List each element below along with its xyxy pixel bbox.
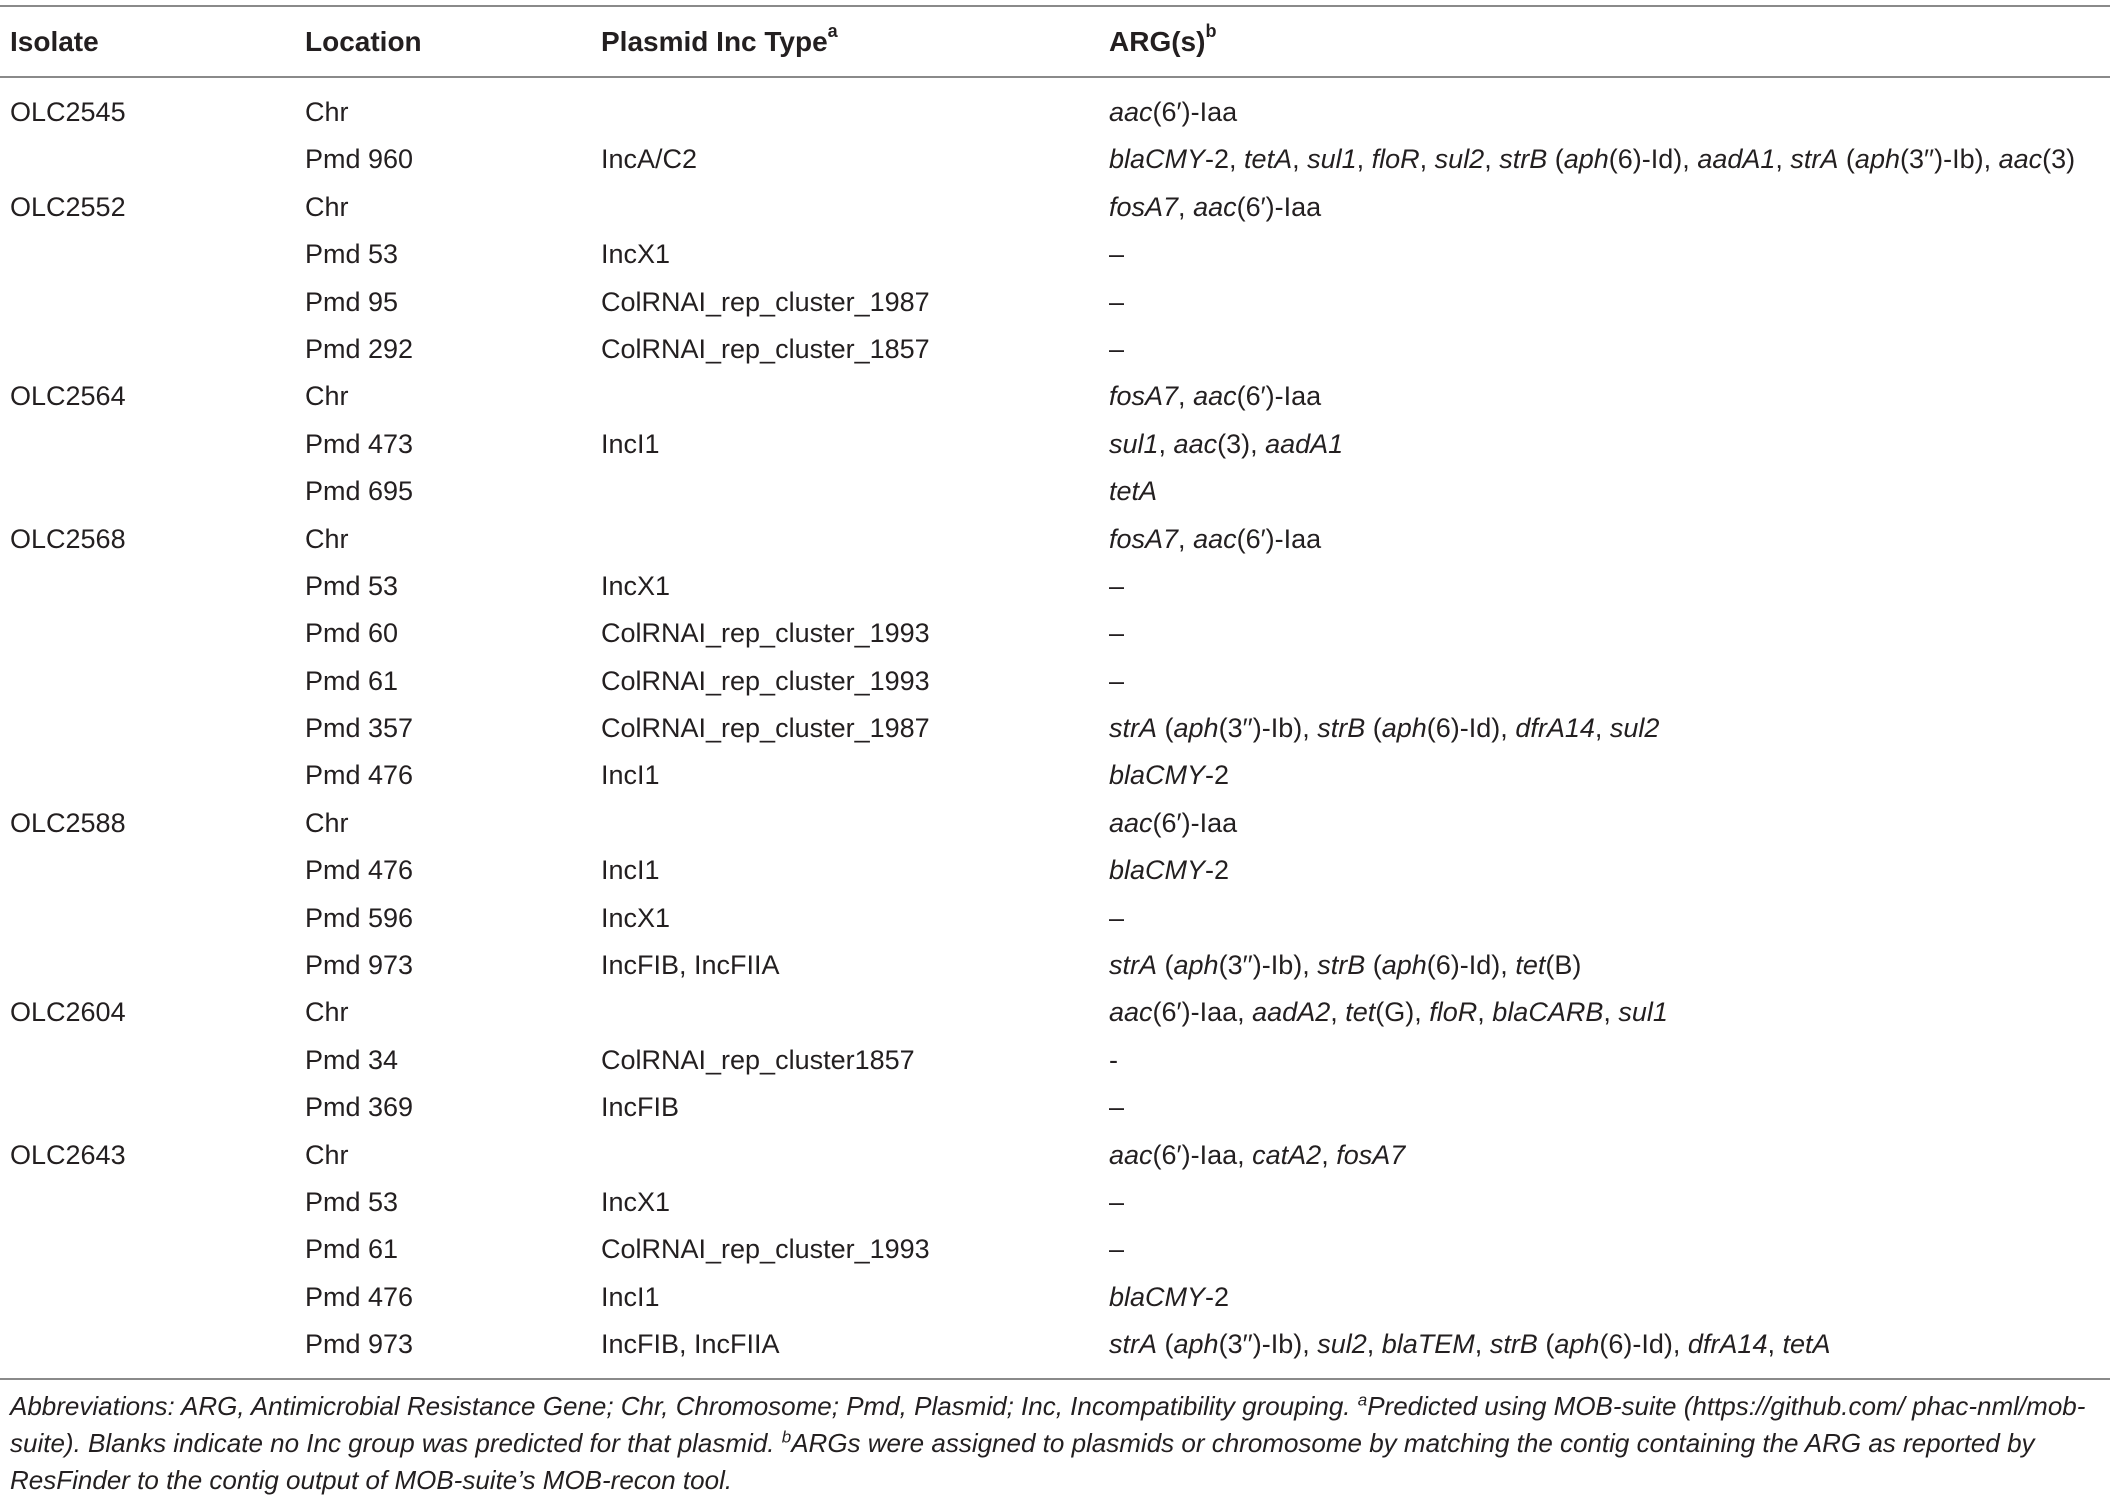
table-row xyxy=(0,232,2110,279)
table-footnote xyxy=(10,1388,2105,1499)
table-bottom-rule xyxy=(0,1378,2110,1380)
arg-text: ( xyxy=(1365,713,1382,744)
table-row xyxy=(0,611,2110,658)
cell-inc-type: ColRNAI_rep_cluster_1993 xyxy=(601,665,930,696)
table-row xyxy=(0,943,2110,990)
arg-text: (6′)-Iaa, xyxy=(1152,997,1253,1028)
arg-text: , xyxy=(1477,997,1493,1028)
arg-text: – xyxy=(1109,1234,1125,1265)
gene-name: sul2 xyxy=(1317,1329,1367,1360)
arg-text: , xyxy=(1178,381,1194,412)
cell-args xyxy=(1109,327,1124,372)
cell-location: Pmd 973 xyxy=(305,950,414,981)
gene-name: aph xyxy=(1381,950,1427,981)
gene-name: tetA xyxy=(1244,144,1293,175)
gene-name: aac xyxy=(1109,1139,1153,1170)
cell-isolate: OLC2568 xyxy=(10,523,126,554)
arg-text: (6)-Id), xyxy=(1426,950,1516,981)
table-row xyxy=(0,1038,2110,1085)
cell-args xyxy=(1109,280,1124,325)
cell-args xyxy=(1109,1133,1405,1178)
gene-name: blaCARB xyxy=(1492,997,1604,1028)
gene-name: aadA2 xyxy=(1252,997,1331,1028)
cell-isolate: OLC2588 xyxy=(10,807,126,838)
cell-location: Chr xyxy=(305,97,349,127)
table-row xyxy=(0,1322,2110,1369)
gene-name: aac xyxy=(1998,144,2043,175)
cell-inc-type: IncI1 xyxy=(601,1281,660,1312)
cell-args xyxy=(1109,1038,1118,1083)
arg-text: (3) xyxy=(2042,144,2076,175)
table-row xyxy=(0,753,2110,800)
arg-text: (6′)-Iaa, xyxy=(1152,1139,1253,1170)
cell-location: Chr xyxy=(305,1139,349,1170)
arg-text: (6)-Id), xyxy=(1599,1329,1688,1360)
gene-name: fosA7 xyxy=(1336,1139,1406,1170)
arg-text: - xyxy=(1109,1044,1118,1075)
arg-text: – xyxy=(1109,1092,1125,1123)
cell-location: Pmd 973 xyxy=(305,1329,414,1360)
table-row xyxy=(0,90,2110,137)
cell-args xyxy=(1109,564,1124,609)
gene-name: blaCMY xyxy=(1109,144,1206,175)
table-row xyxy=(0,1275,2110,1322)
cell-location: Pmd 476 xyxy=(305,760,414,791)
gene-name: fosA7 xyxy=(1109,381,1179,412)
gene-name: strB xyxy=(1489,1329,1538,1360)
cell-location: Pmd 292 xyxy=(305,333,414,364)
table-row xyxy=(0,659,2110,706)
cell-location: Chr xyxy=(305,523,349,554)
gene-name: aac xyxy=(1109,807,1153,838)
header-plasmid-inc-type xyxy=(601,20,838,64)
arg-text: , xyxy=(1366,1329,1382,1360)
cell-inc-type: IncFIB, IncFIIA xyxy=(601,950,780,981)
arg-text: (6′)-Iaa xyxy=(1236,191,1322,222)
gene-name: catA2 xyxy=(1252,1139,1322,1170)
cell-inc-type: ColRNAI_rep_cluster_1993 xyxy=(601,618,930,649)
gene-name: aac xyxy=(1109,997,1153,1028)
table-row xyxy=(0,469,2110,516)
header-args-footnote-mark: b xyxy=(1205,20,1217,41)
cell-location: Pmd 53 xyxy=(305,1186,399,1217)
gene-name: aadA1 xyxy=(1265,428,1344,459)
table-row xyxy=(0,896,2110,943)
cell-location: Pmd 596 xyxy=(305,902,414,933)
cell-inc-type: IncA/C2 xyxy=(601,144,698,175)
table-top-rule xyxy=(0,5,2110,7)
table-row xyxy=(0,706,2110,753)
gene-name: fosA7 xyxy=(1109,191,1179,222)
cell-location: Pmd 473 xyxy=(305,428,414,459)
cell-location: Chr xyxy=(305,807,349,838)
gene-name: floR xyxy=(1371,144,1420,175)
gene-name: aadA1 xyxy=(1697,144,1776,175)
gene-name: dfrA14 xyxy=(1515,713,1595,744)
gene-name: strA xyxy=(1790,144,1839,175)
cell-args xyxy=(1109,517,1321,562)
arg-text: – xyxy=(1109,618,1125,649)
cell-args xyxy=(1109,706,1659,751)
gene-name: tet xyxy=(1515,950,1546,981)
cell-location: Pmd 61 xyxy=(305,1234,399,1265)
gene-name: strA xyxy=(1109,1329,1158,1360)
arg-text: , xyxy=(1594,713,1610,744)
gene-name: aph xyxy=(1854,144,1900,175)
arg-text: (6′)-Iaa xyxy=(1236,523,1322,554)
gene-name: aph xyxy=(1563,144,1609,175)
footnote-mark-a: a xyxy=(1357,1390,1368,1410)
arg-text: , xyxy=(1292,144,1308,175)
table-row xyxy=(0,327,2110,374)
table-row xyxy=(0,848,2110,895)
arg-text: (B) xyxy=(1545,950,1582,981)
cell-inc-type: ColRNAI_rep_cluster_1993 xyxy=(601,1234,930,1265)
cell-args xyxy=(1109,611,1124,656)
gene-name: fosA7 xyxy=(1109,523,1179,554)
footnote-mark-b: b xyxy=(781,1427,792,1447)
table-row xyxy=(0,280,2110,327)
arg-text: (6′)-Iaa xyxy=(1236,381,1322,412)
gene-name: sul1 xyxy=(1307,144,1357,175)
cell-inc-type: ColRNAI_rep_cluster1857 xyxy=(601,1044,915,1075)
cell-location: Chr xyxy=(305,191,349,222)
cell-isolate: OLC2564 xyxy=(10,381,126,412)
arg-text: -2 xyxy=(1205,855,1230,886)
cell-location: Chr xyxy=(305,381,349,412)
arg-text: , xyxy=(1775,144,1791,175)
cell-location: Pmd 60 xyxy=(305,618,399,649)
table-row xyxy=(0,374,2110,421)
arg-text: , xyxy=(1178,191,1194,222)
gene-name: strB xyxy=(1499,144,1548,175)
cell-inc-type: IncFIB xyxy=(601,1092,680,1123)
table-row xyxy=(0,137,2110,184)
arg-text: (3), xyxy=(1217,428,1266,459)
gene-name: aac xyxy=(1193,381,1237,412)
cell-location: Pmd 357 xyxy=(305,713,414,744)
arg-text: , xyxy=(1474,1329,1490,1360)
arg-text: ( xyxy=(1157,950,1174,981)
gene-name: blaCMY xyxy=(1109,1281,1206,1312)
cell-isolate: OLC2552 xyxy=(10,191,126,222)
arg-text: (3′′)-Ib), xyxy=(1218,950,1318,981)
arg-text: ( xyxy=(1365,950,1382,981)
arg-text: , xyxy=(1484,144,1500,175)
table-row xyxy=(0,1085,2110,1132)
gene-name: blaCMY xyxy=(1109,855,1206,886)
gene-name: aph xyxy=(1173,1329,1219,1360)
table-row xyxy=(0,1180,2110,1227)
arg-text: – xyxy=(1109,333,1125,364)
arg-text: ( xyxy=(1157,1329,1174,1360)
table-row xyxy=(0,801,2110,848)
cell-args xyxy=(1109,232,1124,277)
arg-text: , xyxy=(1767,1329,1783,1360)
arg-text: -2 xyxy=(1205,1281,1230,1312)
gene-name: sul2 xyxy=(1434,144,1485,175)
arg-text: , xyxy=(1356,144,1372,175)
table-row xyxy=(0,422,2110,469)
cell-inc-type: IncX1 xyxy=(601,570,671,601)
header-location: Location xyxy=(305,26,422,57)
table-row xyxy=(0,564,2110,611)
cell-location: Pmd 369 xyxy=(305,1092,414,1123)
cell-args xyxy=(1109,90,1237,135)
gene-name: blaCMY xyxy=(1109,760,1206,791)
header-plasmid-inc-type-text: Plasmid Inc Type xyxy=(601,26,828,57)
gene-name: aph xyxy=(1173,950,1219,981)
cell-args xyxy=(1109,137,2075,182)
cell-inc-type: IncX1 xyxy=(601,239,671,270)
table-row xyxy=(0,990,2110,1037)
arg-text: , xyxy=(1330,997,1346,1028)
header-isolate: Isolate xyxy=(10,26,99,57)
cell-location: Chr xyxy=(305,997,349,1028)
gene-name: sul1 xyxy=(1618,997,1668,1028)
cell-inc-type: IncX1 xyxy=(601,1186,671,1217)
cell-args xyxy=(1109,185,1321,230)
arg-text: – xyxy=(1109,286,1125,317)
arg-text: , xyxy=(1158,428,1174,459)
cell-args xyxy=(1109,1275,1229,1320)
gene-name: blaTEM xyxy=(1381,1329,1475,1360)
gene-name: strB xyxy=(1317,950,1366,981)
cell-inc-type: IncFIB, IncFIIA xyxy=(601,1329,780,1360)
cell-location: Pmd 34 xyxy=(305,1044,399,1075)
gene-name: dfrA14 xyxy=(1687,1329,1768,1360)
header-args-text: ARG(s) xyxy=(1109,26,1206,57)
cell-location: Pmd 476 xyxy=(305,1281,414,1312)
arg-text: ( xyxy=(1547,144,1564,175)
arg-text: – xyxy=(1109,902,1125,933)
footnote-b-text: ARGs were assigned to plasmids or chromosome by matching the contig containing the ARG as reported by ResFinder to the contig output of MOB-suite’s MOB-recon tool. xyxy=(10,1428,2035,1495)
cell-location: Pmd 61 xyxy=(305,665,399,696)
gene-name: floR xyxy=(1429,997,1478,1028)
gene-name: strB xyxy=(1317,713,1366,744)
arg-text: -2 xyxy=(1205,760,1230,791)
arg-text: (3′′)-Ib), xyxy=(1899,144,1999,175)
gene-name: tetA xyxy=(1782,1329,1831,1360)
gene-name: aac xyxy=(1193,191,1237,222)
cell-args xyxy=(1109,422,1343,467)
arg-text: , xyxy=(1603,997,1619,1028)
cell-location: Pmd 695 xyxy=(305,476,414,507)
table-row xyxy=(0,1227,2110,1274)
cell-inc-type: IncI1 xyxy=(601,760,660,791)
arg-text: ( xyxy=(1157,713,1174,744)
gene-name: aph xyxy=(1173,713,1219,744)
cell-args xyxy=(1109,896,1124,941)
cell-args xyxy=(1109,990,1668,1035)
arg-text: , xyxy=(1321,1139,1337,1170)
cell-inc-type: IncI1 xyxy=(601,428,660,459)
arg-text: (3′′)-Ib), xyxy=(1218,1329,1318,1360)
arg-text: – xyxy=(1109,570,1125,601)
gene-name: tetA xyxy=(1109,476,1158,507)
arg-text: -2, xyxy=(1205,144,1245,175)
gene-name: sul1 xyxy=(1109,428,1159,459)
cell-isolate: OLC2643 xyxy=(10,1139,126,1170)
table-body xyxy=(0,90,2110,1370)
cell-args xyxy=(1109,1085,1124,1130)
arg-text: (6′)-Iaa xyxy=(1152,807,1238,838)
cell-args xyxy=(1109,1227,1124,1272)
arg-text: (3′′)-Ib), xyxy=(1218,713,1318,744)
footnote-abbreviations: Abbreviations: ARG, Antimicrobial Resistance Gene; Chr, Chromosome; Pmd, Plasmid; Inc, Incompatibility grouping. xyxy=(10,1391,1358,1421)
cell-args xyxy=(1109,374,1321,419)
cell-location: Pmd 53 xyxy=(305,570,399,601)
arg-text: ( xyxy=(1537,1329,1555,1360)
gene-name: aac xyxy=(1173,428,1218,459)
table-header-rule xyxy=(0,76,2110,78)
table-row xyxy=(0,185,2110,232)
header-args xyxy=(1109,20,1216,64)
cell-isolate: OLC2604 xyxy=(10,997,126,1028)
cell-args xyxy=(1109,469,1157,514)
arg-text: – xyxy=(1109,665,1125,696)
gene-name: aac xyxy=(1193,523,1237,554)
gene-name: aac xyxy=(1109,97,1153,127)
gene-name: strA xyxy=(1109,950,1158,981)
cell-isolate: OLC2545 xyxy=(10,97,126,127)
footnote-a-text: Predicted using MOB-suite (https://github.com/ phac-nml/mob-suite). Blanks indicate no Inc group was predicted for that plasmid. xyxy=(10,1391,2086,1458)
gene-name: tet xyxy=(1345,997,1376,1028)
cell-inc-type: IncI1 xyxy=(601,855,660,886)
cell-location: Pmd 476 xyxy=(305,855,414,886)
cell-inc-type: ColRNAI_rep_cluster_1987 xyxy=(601,286,930,317)
cell-args xyxy=(1109,1322,1831,1367)
gene-name: aph xyxy=(1554,1329,1600,1360)
table-header-row xyxy=(0,20,2110,64)
arg-text: (G), xyxy=(1375,997,1430,1028)
cell-location: Pmd 53 xyxy=(305,239,399,270)
cell-location: Pmd 960 xyxy=(305,144,414,175)
gene-name: strA xyxy=(1109,713,1158,744)
arg-text: (6′)-Iaa xyxy=(1152,97,1238,127)
cell-args xyxy=(1109,801,1237,846)
cell-location: Pmd 95 xyxy=(305,286,399,317)
gene-name: sul2 xyxy=(1609,713,1660,744)
arg-text: – xyxy=(1109,239,1125,270)
gene-name: aph xyxy=(1381,713,1427,744)
cell-args xyxy=(1109,1180,1124,1225)
cell-inc-type: ColRNAI_rep_cluster_1987 xyxy=(601,713,930,744)
cell-args xyxy=(1109,753,1229,798)
arg-text: (6)-Id), xyxy=(1608,144,1698,175)
cell-inc-type: IncX1 xyxy=(601,902,671,933)
cell-args xyxy=(1109,943,1581,988)
arg-text: (6)-Id), xyxy=(1426,713,1516,744)
cell-args xyxy=(1109,659,1124,704)
arg-text: , xyxy=(1419,144,1435,175)
header-plasmid-inc-type-footnote-mark: a xyxy=(827,20,838,41)
cell-inc-type: ColRNAI_rep_cluster_1857 xyxy=(601,333,930,364)
arg-text: ( xyxy=(1838,144,1855,175)
arg-text: , xyxy=(1178,523,1194,554)
cell-args xyxy=(1109,848,1229,893)
arg-text: – xyxy=(1109,1186,1125,1217)
table-row xyxy=(0,517,2110,564)
table-row xyxy=(0,1133,2110,1180)
